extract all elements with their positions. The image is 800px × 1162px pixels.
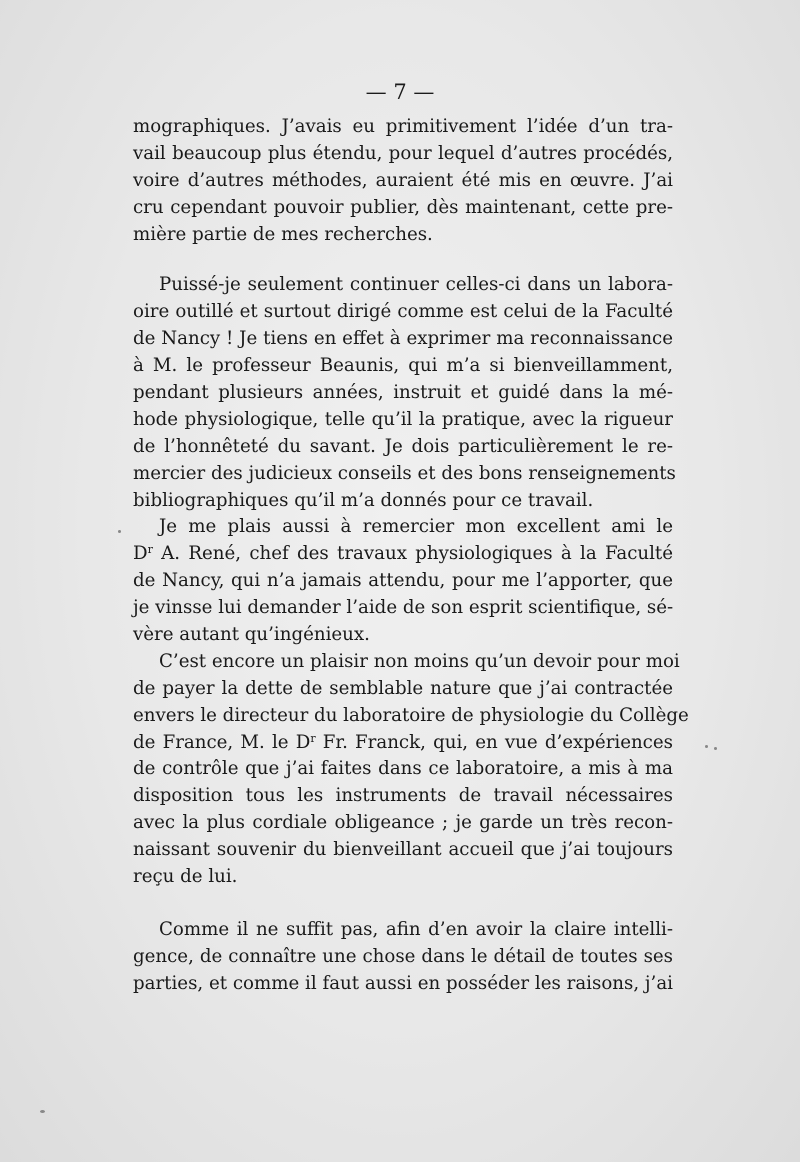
paragraph-5 [133, 917, 673, 998]
text-line: je vinsse lui demander l’aide de son esprit scientifique, sé- [133, 597, 674, 619]
initial: A. [161, 543, 181, 565]
text-line: de l’honnêteté du savant. Je dois particulièrement le re- [133, 435, 673, 457]
text-line: gence, de connaître une chose dans le détail de toutes ses [133, 945, 673, 967]
print-speck [705, 745, 708, 748]
text-line: mercier des judicieux conseils et des bons renseignements [133, 462, 676, 484]
print-speck [40, 1110, 45, 1113]
paragraph-gap [133, 248, 673, 272]
text-line: parties, et comme il faut aussi en posséder les raisons, j’ai [133, 972, 673, 994]
text-line: pendant plusieurs années, instruit et guidé dans la mé- [133, 382, 673, 404]
print-speck [714, 747, 717, 750]
text-line: naissant souvenir du bienveillant accueil que j’ai toujours [133, 839, 673, 861]
text-line: bibliographiques qu’il m’a donnés pour ce travail. [133, 489, 594, 511]
paragraph-1 [133, 114, 673, 248]
text-fragment: de France, M. le [133, 731, 289, 753]
text-line: de Nancy ! Je tiens en effet à exprimer ma reconnaissance [133, 328, 673, 350]
doctor-abbrev-sup: r [147, 543, 153, 557]
text-line: Comme il ne suffit pas, afin d’en avoir la claire intelli- [159, 918, 673, 940]
text-line: vère autant qu’ingénieux. [133, 624, 370, 646]
text-line [133, 541, 673, 568]
text-line: à M. le professeur Beaunis, qui m’a si bienveillamment, [133, 355, 673, 377]
paragraph-3 [133, 514, 673, 648]
text-line: C’est encore un plaisir non moins qu’un devoir pour moi [159, 650, 680, 672]
text-line [133, 730, 673, 757]
text-line: disposition tous les instruments de travail nécessaires [133, 785, 673, 807]
print-speck [118, 530, 121, 533]
page-number: — 7 — [365, 80, 435, 104]
body-text [133, 114, 689, 998]
text-line: mographiques. J’avais eu primitivement l’idée d’un tra- [133, 116, 673, 137]
text-line: voire d’autres méthodes, auraient été mis en œuvre. J’ai [133, 169, 673, 191]
paragraph-2 [133, 272, 676, 514]
text-line: mière partie de mes recherches. [133, 223, 433, 245]
doctor-abbrev: D [295, 731, 311, 753]
text-line: envers le directeur du laboratoire de physiologie du Collège [133, 704, 689, 726]
text-line: cru cependant pouvoir publier, dès maintenant, cette pre- [133, 196, 673, 218]
doctor-abbrev-sup: r [310, 731, 316, 745]
text-line: Puissé-je seulement continuer celles-ci dans un labora- [159, 274, 673, 296]
text-line: Je me plais aussi à remercier mon excellent ami le [159, 516, 673, 538]
doctor-abbrev: D [133, 543, 148, 565]
text-line: oire outillé et surtout dirigé comme est celui de la Faculté [133, 301, 673, 323]
text-line: hode physiologique, telle qu’il la pratique, avec la rigueur [133, 408, 673, 430]
text-fragment: René, chef des travaux physiologiques à la Faculté [188, 543, 673, 565]
text-fragment: Fr. Franck, qui, en vue d’expériences [322, 731, 673, 753]
text-line: reçu de lui. [133, 866, 238, 888]
text-line: de payer la dette de semblable nature que j’ai contractée [133, 677, 673, 699]
text-line: de contrôle que j’ai faites dans ce laboratoire, a mis à ma [133, 758, 673, 780]
text-line: avec la plus cordiale obligeance ; je garde un très recon- [133, 812, 673, 834]
paragraph-4 [133, 649, 689, 891]
text-line: de Nancy, qui n’a jamais attendu, pour me l’apporter, que [133, 570, 673, 592]
text-line: vail beaucoup plus étendu, pour lequel d’autres procédés, [133, 142, 673, 164]
section-gap [133, 891, 673, 917]
